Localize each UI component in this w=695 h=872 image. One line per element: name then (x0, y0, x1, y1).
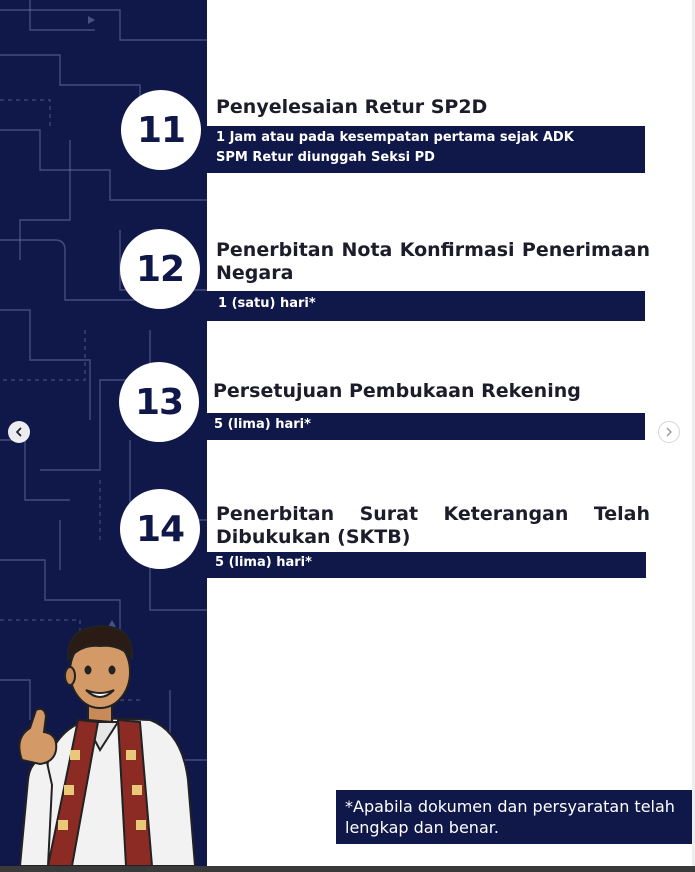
step-duration-12: 1 (satu) hari* (207, 291, 645, 321)
slide-bottom-strip (0, 866, 695, 872)
step-number-14: 14 (120, 489, 200, 569)
step-duration-11: 1 Jam atau pada kesempatan pertama sejak ADK SPM Retur diunggah Seksi PD (207, 126, 645, 173)
chevron-right-icon (664, 427, 674, 437)
step-number-11: 11 (121, 90, 201, 170)
step-duration-14: 5 (lima) hari* (207, 552, 646, 578)
step-title-14: Penerbitan Surat Keterangan Telah Dibukukan (SKTB) (216, 503, 650, 548)
carousel-prev-button[interactable] (8, 421, 30, 443)
mascot-illustration (0, 610, 207, 866)
step-number-12: 12 (120, 229, 200, 309)
step-title-11: Penyelesaian Retur SP2D (216, 96, 488, 118)
footnote-text: *Apabila dokumen dan persyaratan telah lengkap dan benar. (345, 797, 675, 837)
step-duration-13: 5 (lima) hari* (207, 413, 645, 440)
step-title-12: Penerbitan Nota Konfirmasi Penerimaan Negara (216, 239, 650, 284)
footnote-box (336, 790, 692, 844)
carousel-next-button[interactable] (658, 421, 680, 443)
chevron-left-icon (14, 427, 24, 437)
step-title-13: Persetujuan Pembukaan Rekening (213, 380, 581, 402)
step-number-13: 13 (119, 362, 199, 442)
